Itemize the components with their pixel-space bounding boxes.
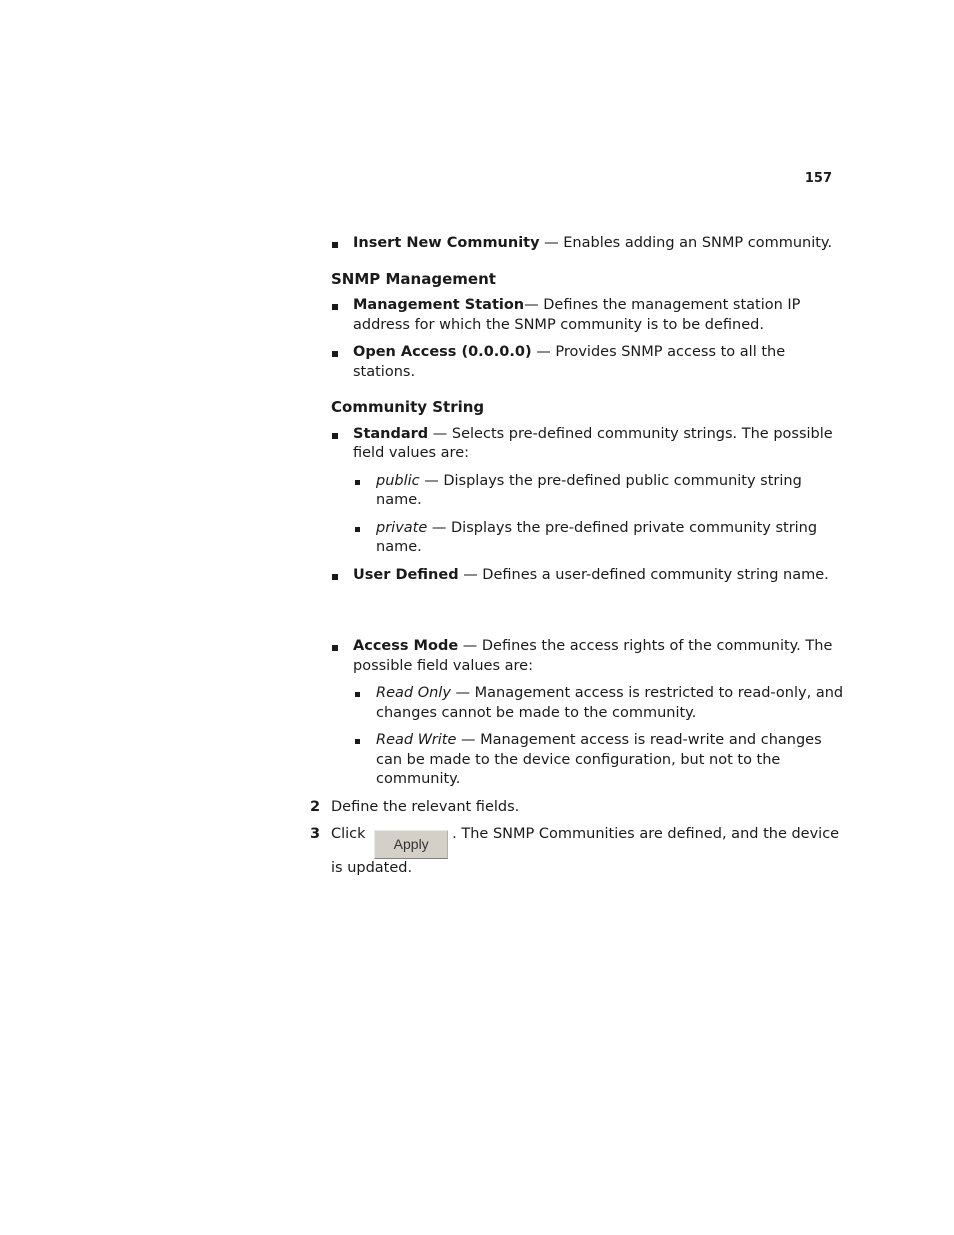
term: User Defined [353,566,459,583]
step-number: 3 [310,826,321,842]
spacer [331,593,851,637]
step-text-suffix: . The SNMP Communities are defined, and the device is updated. [331,826,840,876]
description: — Provides SNMP access to all the stations. [353,344,786,380]
term: Open Access (0.0.0.0) [353,344,532,360]
step-text-prefix: Click [331,826,371,842]
description: — Displays the pre-defined private community string name. [376,519,818,555]
description: — Defines the access rights of the community. The possible field values are: [353,638,833,674]
list-item-access-mode [331,637,851,676]
description: — Defines a user-defined community string name. [458,566,829,583]
term: Read Only [376,685,451,701]
step-2 [310,798,851,818]
description: — Selects pre-defined community strings. The possible field values are: [353,425,833,461]
section-heading-community-string: Community String [331,398,485,416]
description: — Displays the pre-defined public community string name. [376,472,802,508]
term: Read Write [376,732,457,748]
term: Insert New Community [353,235,540,251]
term: private [376,519,428,536]
description: — Enables adding an SNMP community. [539,235,833,251]
section-heading-snmp-management: SNMP Management [331,269,496,288]
term: Access Mode [353,638,459,654]
list-item-open-access [331,343,851,382]
list-item-standard [331,425,851,464]
sub-list-item-public [331,472,851,511]
description: — Defines the management station IP address for which the SNMP community is to be defined. [353,297,801,333]
apply-button[interactable]: Apply [374,830,448,859]
sub-list-item-read-write [331,731,851,790]
step-text: Define the relevant fields. [331,798,520,815]
sub-list-item-private [331,519,851,558]
list-item-management-station [331,296,851,335]
term: Standard [353,425,429,442]
term: Management Station [353,297,525,313]
term: public [376,472,420,489]
list-item-user-defined [331,566,851,586]
page-number: 157 [804,171,832,186]
description: — Management access is restricted to read-only, and changes cannot be made to the community. [376,685,844,721]
sub-list-item-read-only [331,684,851,723]
page-content [310,234,851,887]
list-item-insert-new-community [331,234,851,254]
description: — Management access is read-write and changes can be made to the device configuration, but not to the community. [376,732,822,787]
step-3 [310,825,851,879]
step-number: 2 [310,798,321,815]
